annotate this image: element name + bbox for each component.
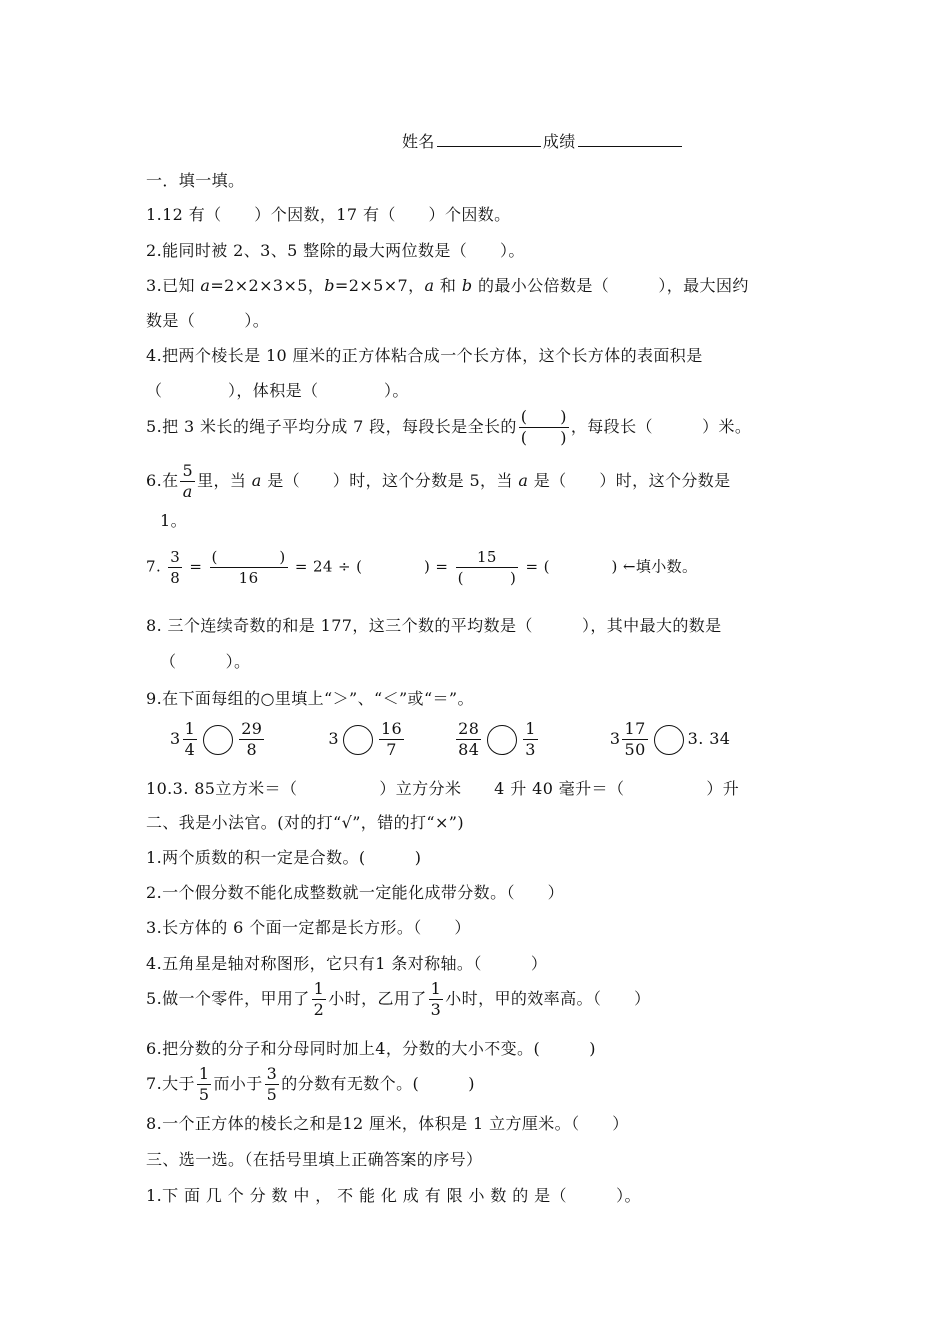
q9-a-circle[interactable] (203, 725, 233, 755)
q3-text-d: 和 (434, 276, 462, 295)
s1-question-3 (146, 275, 749, 297)
q3-var-a: a (200, 276, 211, 295)
q9-b-rden: 7 (386, 740, 397, 759)
q9-group-c (454, 719, 540, 759)
q9-c-rnum: 1 (525, 719, 536, 738)
q6-text-b: 里，当 (197, 471, 252, 490)
q6-fraction-num: 5 (182, 461, 194, 480)
q7-eq-1: = (184, 557, 208, 576)
q9-c-circle[interactable] (487, 725, 517, 755)
q9-d-den: 50 (624, 740, 646, 759)
q5-fraction (519, 408, 569, 447)
s2-question-7 (146, 1065, 475, 1104)
q7-fraction-3 (456, 548, 519, 587)
q7-f3-num: 15 (456, 548, 519, 568)
q5-fraction-den: ( ) (520, 428, 567, 447)
q9-compare-row (170, 720, 730, 759)
s1-question-5 (146, 408, 751, 447)
s2q7-f2-den: 5 (266, 1085, 278, 1104)
q3-text-c: =2×5×7， (334, 276, 425, 295)
s1-question-8-cont: （ ）。 (160, 652, 251, 671)
s2q7-fraction-2 (265, 1065, 280, 1104)
q7-label: 7. (146, 557, 167, 576)
s1-question-2: 2.能同时被 2、3、5 整除的最大两位数是（ ）。 (146, 241, 525, 260)
q9-c-num: 28 (458, 719, 480, 738)
q9-c-right-frac (523, 720, 538, 759)
s2q5-f2-den: 3 (430, 1000, 442, 1019)
q9-a-rden: 8 (246, 740, 258, 759)
s1-question-8: 8. 三个连续奇数的和是 177，这三个数的平均数是（ ），其中最大的数是 (146, 616, 722, 635)
section1-title: 一．填一填。 (146, 171, 245, 190)
q9-a-rnum: 29 (241, 719, 263, 738)
q3-text-b: =2×2×3×5， (210, 276, 325, 295)
q3-var-b: b (324, 276, 335, 295)
s1-question-7 (146, 548, 697, 587)
q9-d-whole: 3 (609, 729, 621, 748)
q7-f3-den: ( ) (457, 569, 517, 587)
q9-a-num: 1 (184, 719, 196, 738)
q6-text-a: 6.在 (146, 471, 179, 490)
q9-a-frac (183, 720, 198, 759)
s2q7-text-b: 而小于 (213, 1074, 263, 1093)
q3-text-a: 3.已知 (146, 276, 201, 295)
s1-question-4-cont: （ ），体积是（ ）。 (146, 381, 409, 400)
q7-f2-den: 16 (238, 569, 259, 587)
s1-question-3-cont: 数是（ ）。 (146, 311, 270, 330)
s2q7-f1-den: 5 (198, 1085, 210, 1104)
q5-text-b: ，每段长（ ）米。 (570, 417, 752, 436)
q7-fraction-2 (210, 548, 288, 587)
q9-b-whole: 3 (328, 729, 339, 748)
s2-question-3: 3.长方体的 6 个面一定都是长方形。（ ） (146, 918, 471, 937)
q7-f1-num: 3 (170, 548, 181, 566)
q6-text-c: 是（ ）时，这个分数是 5，当 (261, 471, 519, 490)
q9-d-num: 17 (624, 719, 646, 738)
q6-fraction (180, 462, 195, 501)
name-blank[interactable] (437, 128, 541, 147)
q6-var-2: a (518, 471, 529, 490)
s1-question-6 (146, 462, 731, 501)
s2-question-4: 4.五角星是轴对称图形，它只有1 条对称轴。（ ） (146, 954, 548, 973)
q9-group-b (328, 719, 406, 759)
s2q5-f1-den: 2 (313, 1000, 325, 1019)
s2q5-text-c: 小时，甲的效率高。（ ） (445, 989, 651, 1008)
q3-var-a2: a (424, 276, 435, 295)
s2-question-8: 8.一个正方体的棱长之和是12 厘米，体积是 1 立方厘米。（ ） (146, 1114, 629, 1133)
s2q5-text-b: 小时，乙用了 (328, 989, 427, 1008)
q9-c-rden: 3 (525, 740, 536, 759)
q9-c-den: 84 (458, 740, 480, 759)
s1-question-9: 9.在下面每组的○里填上“＞”、“＜”或“＝”。 (146, 689, 474, 708)
q9-d-circle[interactable] (654, 725, 684, 755)
s2q5-f1-num: 1 (313, 979, 325, 998)
s1-question-1: 1.12 有（ ）个因数，17 有（ ）个因数。 (146, 205, 511, 224)
q9-a-den: 4 (184, 740, 196, 759)
q9-b-circle[interactable] (343, 725, 373, 755)
score-label: 成绩 (542, 132, 576, 151)
q5-fraction-num: ( ) (520, 407, 567, 426)
q3-text-e: 的最小公倍数是（ ），最大因约 (472, 276, 749, 295)
s2-question-6: 6.把分数的分子和分母同时加上4，分数的大小不变。( ) (146, 1039, 596, 1058)
q6-text-d: 是（ ）时，这个分数是 (528, 471, 731, 490)
q9-group-d (609, 719, 731, 759)
q7-fraction-1 (168, 548, 182, 587)
q9-b-rnum: 16 (380, 719, 403, 738)
q9-c-frac (456, 720, 481, 759)
s2q7-f2-num: 3 (266, 1064, 278, 1083)
s2q7-text-a: 7.大于 (146, 1074, 195, 1093)
s2q5-text-a: 5.做一个零件，甲用了 (146, 989, 310, 1008)
section3-title: 三、选一选。（在括号里填上正确答案的序号） (146, 1150, 483, 1169)
name-label: 姓名 (402, 132, 435, 151)
q6-fraction-den: a (182, 482, 193, 501)
q6-var-1: a (251, 471, 262, 490)
q7-mid: = 24 ÷ ( ) = (289, 557, 454, 576)
s1-question-10: 10.3. 85立方米＝（ ）立方分米 4 升 40 毫升＝（ ）升 (146, 779, 740, 798)
s2-question-1: 1.两个质数的积一定是合数。( ) (146, 848, 422, 867)
s2q7-fraction-1 (197, 1065, 212, 1104)
q9-d-frac (622, 720, 647, 759)
q9-group-a (170, 719, 266, 759)
q5-text-a: 5.把 3 米长的绳子平均分成 7 段，每段长是全长的 (146, 417, 517, 436)
s2q5-fraction-2 (429, 980, 444, 1019)
q3-var-b2: b (461, 276, 473, 295)
q9-a-whole: 3 (170, 729, 181, 748)
s1-question-6-cont: 1。 (160, 511, 187, 530)
q7-f2-num: ( ) (211, 548, 286, 566)
s3-question-1: 1.下 面 几 个 分 数 中 ， 不 能 化 成 有 限 小 数 的 是（ ）。 (146, 1186, 641, 1205)
q9-b-right-frac (379, 720, 404, 759)
s1-question-4: 4.把两个棱长是 10 厘米的正方体粘合成一个长方体，这个长方体的表面积是 (146, 346, 703, 365)
q7-end: = ( ) ←填小数。 (520, 557, 698, 576)
header-name-score (402, 128, 684, 153)
s2-question-5 (146, 980, 650, 1019)
q9-d-right: 3. 34 (687, 729, 731, 748)
s2q7-f1-num: 1 (198, 1064, 210, 1083)
s2q5-fraction-1 (312, 980, 327, 1019)
score-blank[interactable] (578, 128, 682, 147)
s2q7-text-c: 的分数有无数个。( ) (281, 1074, 475, 1093)
s2-question-2: 2.一个假分数不能化成整数就一定能化成带分数。（ ） (146, 883, 565, 902)
s2q5-f2-num: 1 (430, 979, 442, 998)
q9-a-right-frac (239, 720, 264, 759)
section2-title: 二、我是小法官。(对的打“√”，错的打“×”) (146, 813, 465, 832)
q7-f1-den: 8 (170, 569, 181, 587)
